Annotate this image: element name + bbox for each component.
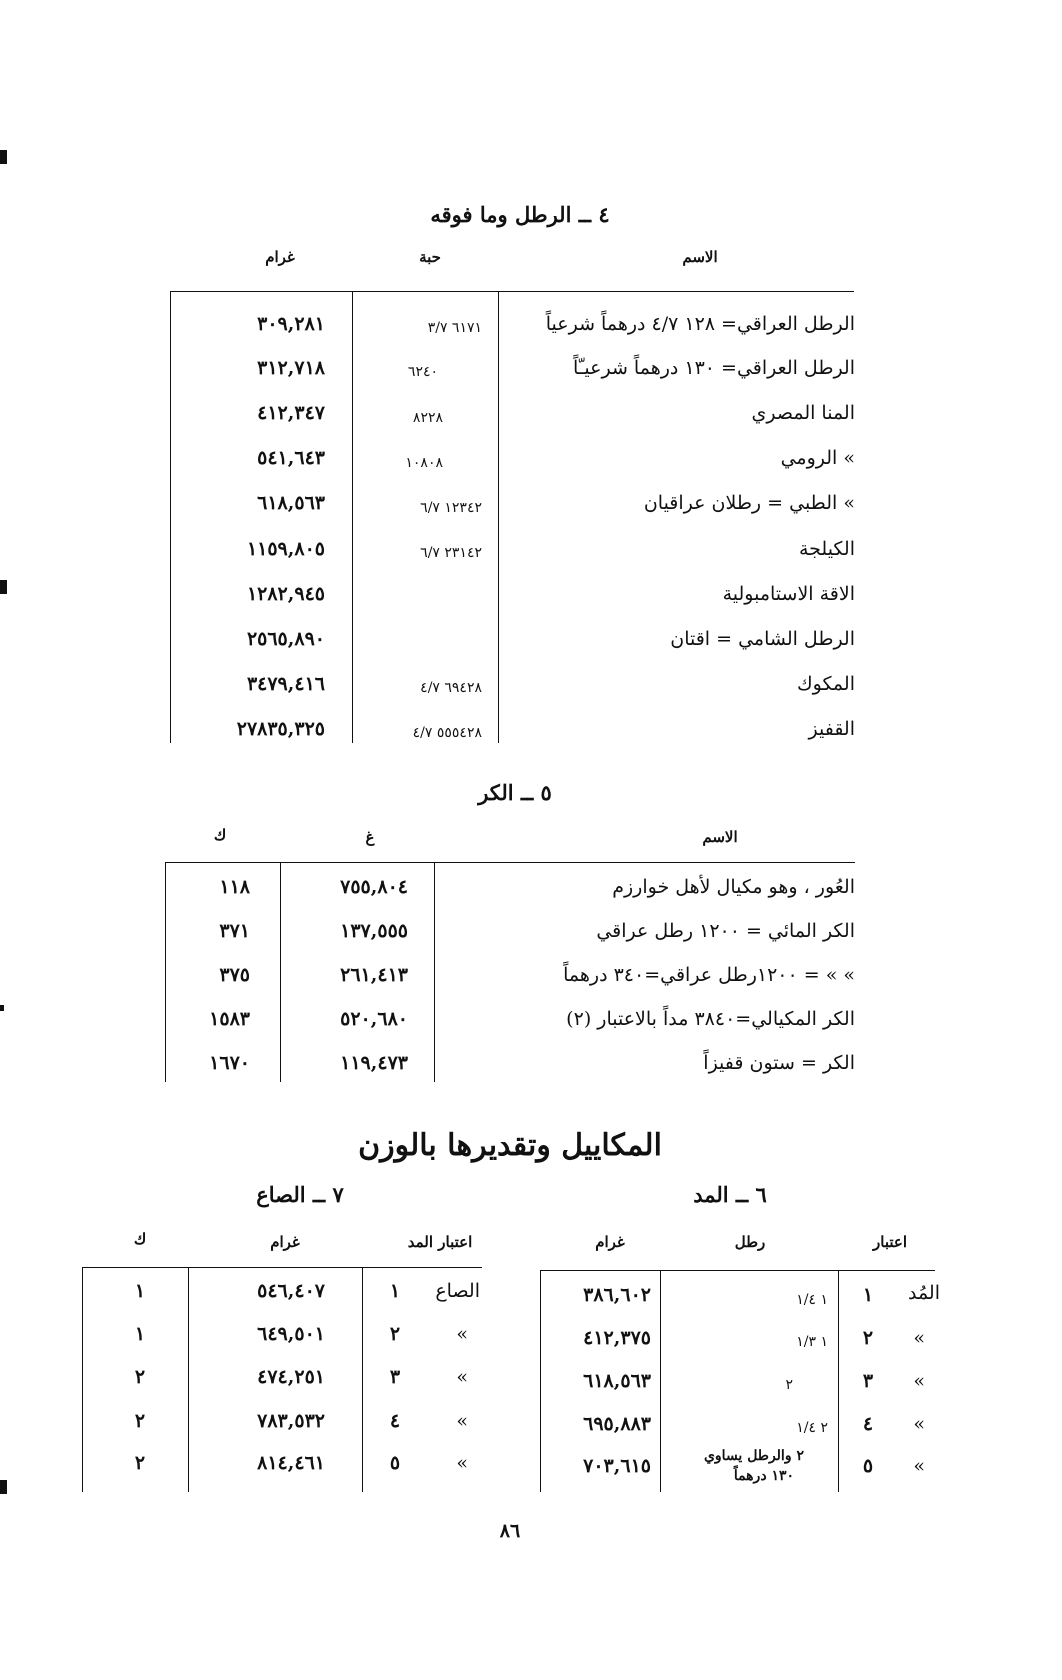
table-row-k: ١٥٨٣ [209,1008,250,1030]
table-row-n: ١ [389,1280,401,1302]
table-row-name: القفيز [808,718,855,740]
table-row-gram: ٦١٨,٥٦٣ [257,492,325,514]
table-row-ratl: ١ ١/٣ [796,1334,828,1350]
table-row-name: الرطل العراقي= ١٢٨ ٤/٧ درهماً شرعياً [545,313,855,335]
table-row-name: » » = ١٢٠٠رطل عراقي=٣٤٠ درهماً [563,964,855,986]
table-row-grain: ٨٢٢٨ [412,410,443,426]
margin-mark [0,1480,7,1494]
section-6-title: ٦ ــ المد [693,1182,767,1207]
table-row-name: » الرومي [780,447,855,469]
table-row-grain: ٢٣١٤٢ ٦/٧ [420,545,482,561]
table-row-n: ٣ [389,1366,401,1388]
table-row-ratl: ٢ ١/٤ [796,1420,828,1436]
table-row-label: المُد [907,1282,940,1304]
sec6-header-itibar: اعتبار [873,1233,907,1251]
table-row-gram: ٦١٨,٥٦٣ [583,1370,651,1392]
table-row-gram: ٧٠٣,٦١٥ [583,1455,651,1477]
margin-mark [0,150,7,164]
table-row-gram: ٣١٢,٧١٨ [257,357,325,379]
table-row-gram: ٤١٢,٣٧٥ [583,1327,651,1349]
sec6-col-rule [540,1270,541,1492]
table-row-gram: ٨١٤,٤٦١ [257,1452,325,1474]
table-row-g: ٢٦١,٤١٣ [340,964,408,986]
table-row-gram: ٤١٢,٣٤٧ [257,402,325,424]
table-row-grain: ١٢٣٤٢ ٦/٧ [420,500,482,516]
table-row-gram: ٥٤٦,٤٠٧ [257,1280,325,1302]
sec6-header-ratl: رطل [734,1233,766,1251]
table-row-label: » [456,1410,468,1432]
table-row-label: » [456,1366,468,1388]
table-row-k: ١١٨ [219,876,250,898]
sec5-header-g: غ [365,828,375,846]
table-row-n: ٤ [862,1413,874,1435]
table-row-gram: ٤٧٤,٢٥١ [257,1366,325,1388]
table-row-g: ٥٢٠,٦٨٠ [340,1008,408,1030]
sec7-col-rule [188,1267,189,1492]
table-row-name: المكوك [796,673,855,695]
table-row-grain: ٦٩٤٢٨ ٤/٧ [420,680,482,696]
table-row-grain: ٦١٧١ ٣/٧ [427,320,482,336]
table-row-k: ٣٧٥ [219,964,250,986]
table-row-gram: ٧٨٣,٥٣٢ [257,1410,325,1432]
table-row-k: ١ [134,1323,146,1345]
table-row-gram: ٢٥٦٥,٨٩٠ [246,628,325,650]
table-row-label: » [456,1452,468,1474]
table-row-gram: ١٢٨٢,٩٤٥ [246,583,325,605]
table-row-grain: ٥٥٥٤٢٨ ٤/٧ [412,725,482,741]
sec4-header-grain: حبة [419,248,441,266]
sec7-col-rule [362,1267,363,1492]
sec4-header-gram: غرام [265,248,295,266]
table-row-gram: ١١٥٩,٨٠٥ [246,538,325,560]
table-row-name: الرطل العراقي= ١٣٠ درهماً شرعيـّاً [573,357,855,379]
sec7-header-k: ك [133,1230,147,1248]
table-row-label: » [913,1327,925,1349]
sec4-col-rule [170,291,171,743]
table-row-gram: ٢٧٨٣٥,٣٢٥ [236,718,325,740]
table-row-name: الكر المكيالي=٣٨٤٠ مداً بالاعتبار (٢) [566,1008,855,1030]
section-5-title: ٥ ــ الكر [478,780,552,805]
margin-mark [0,1005,4,1011]
sec5-col-rule [165,862,166,1082]
sec7-header-gram: غرام [270,1233,300,1251]
sec4-header-name: الاسم [682,248,718,266]
table-row-name: العُور ، وهو مكيال لأهل خوارزم [612,876,855,898]
sec7-header-itibar: اعتبار المد [407,1233,473,1251]
sec7-col-rule [82,1267,83,1492]
table-row-gram: ٣٨٦,٦٠٢ [583,1284,651,1306]
table-row-gram: ٣٠٩,٢٨١ [257,313,325,335]
table-row-label: الصاع [435,1280,480,1302]
table-row-gram: ٥٤١,٦٤٣ [257,447,325,469]
sec5-col-rule [434,862,435,1082]
table-row-name: الكر = ستون قفيزاً [703,1052,855,1074]
table-row-name: » الطبي = رطلان عراقيان [643,492,855,514]
table-row-ratl-note: ١٣٠ درهماً [733,1468,794,1484]
table-row-gram: ٦٤٩,٥٠١ [257,1323,325,1345]
sec6-col-rule [838,1270,839,1492]
table-row-k: ١٦٧٠ [209,1052,250,1074]
table-row-ratl: ٢ [785,1377,793,1393]
table-row-name: الاقة الاستامبولية [722,583,855,605]
table-row-name: المنا المصري [751,402,855,424]
table-row-k: ٢ [134,1452,146,1474]
table-row-n: ٤ [389,1410,401,1432]
section-4-title: ٤ ــ الرطل وما فوقه [430,202,610,227]
table-row-label: » [913,1455,925,1477]
table-row-k: ٢ [134,1410,146,1432]
table-row-n: ٣ [862,1370,874,1392]
table-row-k: ٣٧١ [219,920,250,942]
table-row-n: ٥ [389,1452,401,1474]
table-row-name: الكر المائي = ١٢٠٠ رطل عراقي [596,920,855,942]
table-row-g: ٧٥٥,٨٠٤ [340,876,408,898]
table-row-label: » [456,1323,468,1345]
page-number: ٨٦ [499,1520,521,1542]
table-row-g: ١١٩,٤٧٣ [340,1052,408,1074]
table-row-n: ٥ [862,1455,874,1477]
main-title: المكاييل وتقديرها بالوزن [358,1128,662,1163]
table-row-n: ٢ [389,1323,401,1345]
sec5-header-name: الاسم [702,828,738,846]
table-row-label: » [913,1413,925,1435]
margin-mark [0,580,7,594]
table-row-ratl: ١ ١/٤ [796,1292,828,1308]
sec4-col-rule [352,291,353,743]
sec6-header-gram: غرام [595,1233,625,1251]
table-row-k: ١ [134,1280,146,1302]
table-row-label: » [913,1370,925,1392]
table-row-gram: ٦٩٥,٨٨٣ [583,1413,651,1435]
table-row-n: ٢ [862,1327,874,1349]
table-row-grain: ١٠٨٠٨ [405,455,443,471]
table-row-g: ١٣٧,٥٥٥ [340,920,408,942]
sec5-col-rule [280,862,281,1082]
sec6-header-rule [540,1270,935,1271]
sec5-header-k: ك [213,826,227,844]
table-row-ratl: ٢ والرطل يساوي [703,1448,804,1464]
sec7-header-rule [82,1267,482,1268]
sec5-header-rule [165,862,855,863]
sec4-col-rule [498,291,499,743]
section-7-title: ٧ ــ الصاع [256,1182,344,1207]
table-row-grain: ٦٢٤٠ [407,364,438,380]
sec6-col-rule [660,1270,661,1492]
table-row-n: ١ [862,1284,874,1306]
table-row-k: ٢ [134,1366,146,1388]
table-row-name: الرطل الشامي = اقتان [670,628,855,650]
table-row-gram: ٣٤٧٩,٤١٦ [246,673,325,695]
table-row-name: الكيلجة [798,538,855,560]
sec4-header-rule [170,291,854,292]
